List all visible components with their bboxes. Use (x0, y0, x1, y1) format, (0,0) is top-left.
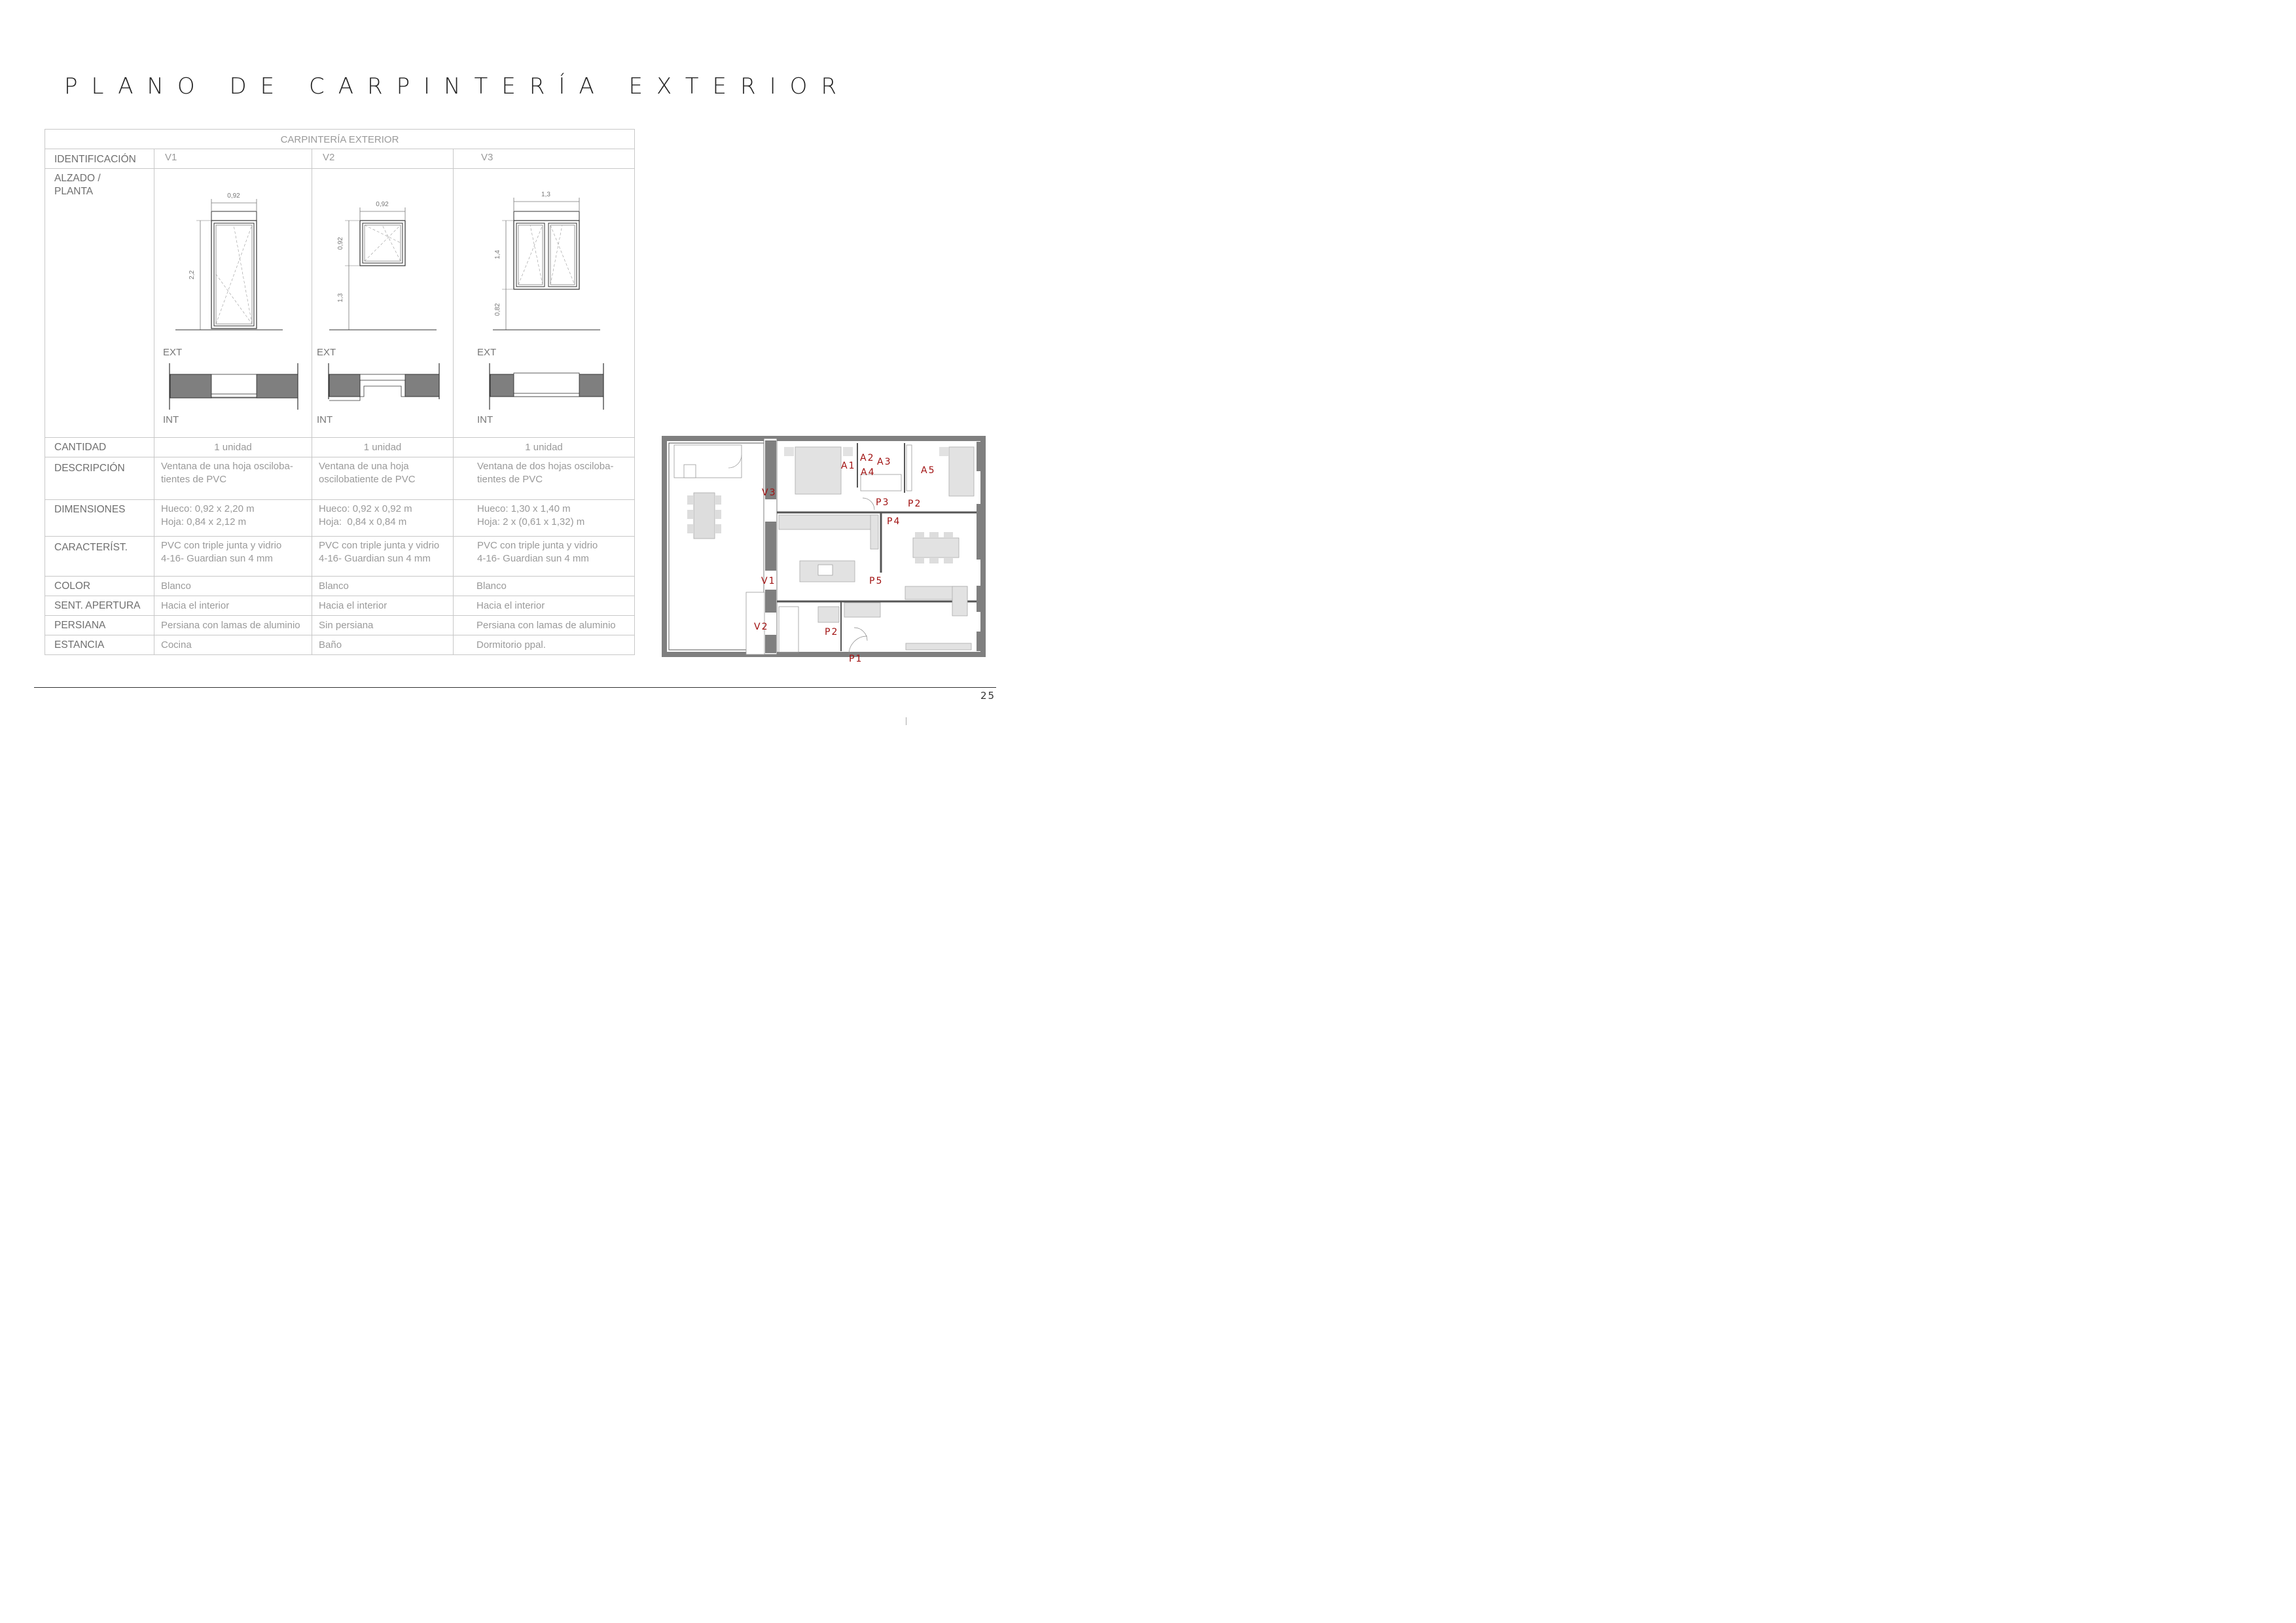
v3-caracteristicas: PVC con triple junta y vidrio 4-16- Guardian sun 4 mm (454, 537, 635, 577)
v1-cantidad: 1 unidad (154, 438, 312, 457)
v2-caracteristicas: PVC con triple junta y vidrio 4-16- Guardian sun 4 mm (312, 537, 454, 577)
plan-label-a4: A4 (861, 467, 876, 478)
drawing-v2 (312, 169, 454, 438)
v3-color: Blanco (454, 577, 635, 596)
v1-width-dim: 0,92 (227, 192, 240, 200)
v2-color: Blanco (312, 577, 454, 596)
v1-dimensiones: Hueco: 0,92 x 2,20 m Hoja: 0,84 x 2,12 m (154, 500, 312, 537)
label-alzado: ALZADO / PLANTA (45, 169, 154, 438)
plan-label-a1: A1 (841, 461, 856, 471)
plan-label-p3: P3 (876, 497, 890, 508)
v2-sill-dim: 1,3 (337, 293, 344, 302)
v1-caracteristicas: PVC con triple junta y vidrio 4-16- Guardian sun 4 mm (154, 537, 312, 577)
plan-label-a2: A2 (860, 453, 875, 463)
v3-persiana: Persiana con lamas de aluminio (454, 616, 635, 635)
elevation-v1-svg (154, 169, 312, 437)
v2-dimensiones: Hueco: 0,92 x 0,92 m Hoja: 0,84 x 0,84 m (312, 500, 454, 537)
v3-descripcion: Ventana de dos hojas osciloba- tientes de PVC (454, 457, 635, 500)
v3-sentido: Hacia el interior (454, 596, 635, 616)
v2-int-label: INT (317, 414, 333, 425)
v3-dimensiones: Hueco: 1,30 x 1,40 m Hoja: 2 x (0,61 x 1,32) m (454, 500, 635, 537)
table-header: CARPINTERÍA EXTERIOR (45, 130, 635, 149)
floor-plan (661, 435, 988, 671)
plan-label-p2a: P2 (908, 499, 922, 509)
v1-color: Blanco (154, 577, 312, 596)
plan-label-v1: V1 (761, 576, 776, 586)
v3-cantidad: 1 unidad (454, 438, 635, 457)
v1-descripcion: Ventana de una hoja osciloba- tientes de PVC (154, 457, 312, 500)
plan-label-v2: V2 (754, 622, 769, 632)
v3-estancia: Dormitorio ppal. (454, 635, 635, 655)
v2-ext-label: EXT (317, 347, 336, 358)
v2-persiana: Sin persiana (312, 616, 454, 635)
elevation-v2-svg (312, 169, 454, 437)
v2-estancia: Baño (312, 635, 454, 655)
v1-ext-label: EXT (163, 347, 183, 358)
label-estancia: ESTANCIA (45, 635, 154, 655)
plan-label-a3: A3 (877, 457, 892, 467)
plan-label-a5: A5 (921, 465, 936, 476)
label-sentido: SENT. APERTURA (45, 596, 154, 616)
drawing-v3 (454, 169, 635, 438)
v1-estancia: Cocina (154, 635, 312, 655)
label-caracteristicas: CARACTERÍST. (45, 537, 154, 577)
drawing-v1 (154, 169, 312, 438)
label-identificacion: IDENTIFICACIÓN (45, 149, 154, 169)
label-color: COLOR (45, 577, 154, 596)
v2-cantidad: 1 unidad (312, 438, 454, 457)
v3-width-dim: 1,3 (541, 191, 550, 198)
label-descripcion: DESCRIPCIÓN (45, 457, 154, 500)
id-v3: V3 (454, 149, 635, 169)
page-title: PLANO DE CARPINTERÍA EXTERIOR (64, 73, 850, 99)
plan-label-p4: P4 (887, 516, 901, 527)
label-cantidad: CANTIDAD (45, 438, 154, 457)
v2-height-dim: 0,92 (337, 237, 344, 250)
label-persiana: PERSIANA (45, 616, 154, 635)
page-number: 25 (980, 690, 996, 702)
v2-descripcion: Ventana de una hoja oscilobatiente de PVC (312, 457, 454, 500)
v1-int-label: INT (163, 414, 179, 425)
plan-label-p2b: P2 (825, 627, 839, 637)
id-v2: V2 (312, 149, 454, 169)
v1-sentido: Hacia el interior (154, 596, 312, 616)
footer-rule (34, 687, 996, 688)
elevation-v3-svg (454, 169, 635, 437)
plan-label-v3: V3 (762, 488, 777, 498)
v1-height-dim: 2,2 (188, 270, 196, 279)
v3-height-dim: 1,4 (494, 250, 501, 259)
v3-ext-label: EXT (477, 347, 497, 358)
v2-width-dim: 0,92 (376, 201, 389, 208)
label-dimensiones: DIMENSIONES (45, 500, 154, 537)
v3-int-label: INT (477, 414, 493, 425)
carpentry-table (45, 129, 635, 655)
v1-persiana: Persiana con lamas de aluminio (154, 616, 312, 635)
v3-sill-dim: 0,82 (494, 303, 501, 316)
plan-label-p5: P5 (869, 576, 884, 586)
v2-sentido: Hacia el interior (312, 596, 454, 616)
id-v1: V1 (154, 149, 312, 169)
plan-label-p1: P1 (849, 654, 863, 664)
